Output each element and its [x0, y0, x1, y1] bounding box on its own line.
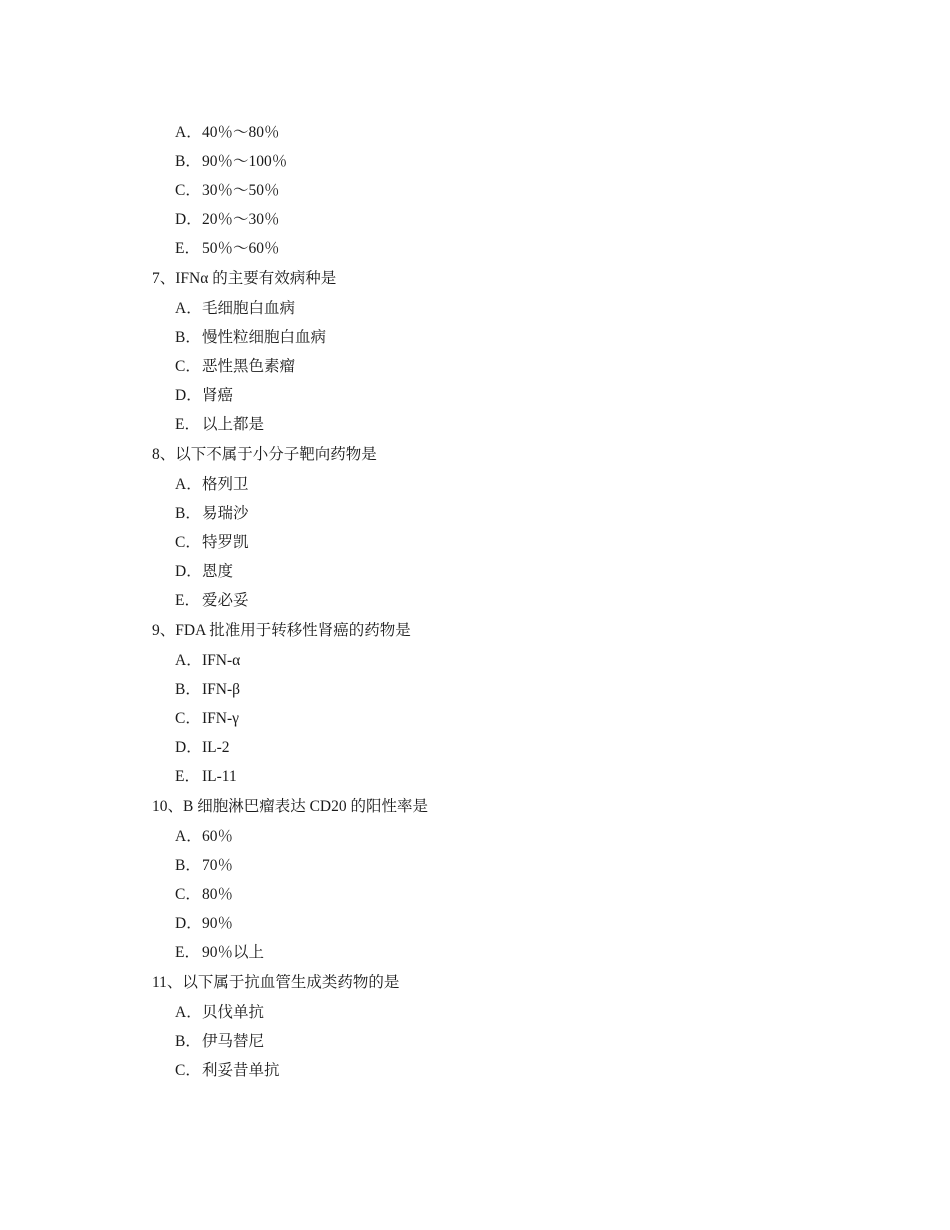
option-text: 贝伐单抗: [202, 1004, 265, 1021]
question-10: [152, 791, 950, 967]
option-letter: E．: [175, 240, 200, 257]
option-letter: D．: [175, 387, 202, 404]
option-text: 特罗凯: [202, 534, 249, 551]
option-letter: E．: [175, 592, 200, 609]
option-letter: C．: [175, 182, 201, 199]
option-c: [152, 176, 950, 205]
option-text: 20％～30％: [202, 211, 280, 228]
option-letter: D．: [175, 915, 202, 932]
option-letter: C．: [175, 358, 201, 375]
question-7: [152, 263, 950, 439]
option-b: [152, 147, 950, 176]
option-text: IFN-γ: [202, 710, 239, 727]
option-text: 恶性黑色素瘤: [202, 358, 296, 375]
option-letter: A．: [175, 828, 202, 845]
option-c: [152, 880, 950, 909]
question-stem: 7、IFNα 的主要有效病种是: [152, 270, 337, 287]
option-text: 慢性粒细胞白血病: [202, 329, 327, 346]
option-b: [152, 1027, 950, 1056]
option-text: 90％～100％: [202, 153, 288, 170]
option-text: 90％以上: [202, 944, 265, 961]
option-b: [152, 499, 950, 528]
option-letter: B．: [175, 153, 201, 170]
option-letter: D．: [175, 211, 202, 228]
option-letter: E．: [175, 944, 200, 961]
option-text: 利妥昔单抗: [202, 1062, 280, 1079]
question-stem: 8、以下不属于小分子靶向药物是: [152, 446, 377, 463]
option-letter: B．: [175, 857, 201, 874]
option-letter: C．: [175, 534, 201, 551]
option-text: 30％～50％: [202, 182, 280, 199]
option-text: 爱必妥: [202, 592, 249, 609]
option-text: IL-2: [202, 739, 230, 756]
option-d: [152, 205, 950, 234]
option-a: [152, 294, 950, 323]
question-9: [152, 615, 950, 791]
option-letter: C．: [175, 886, 201, 903]
option-text: 易瑞沙: [202, 505, 249, 522]
option-c: [152, 704, 950, 733]
option-letter: C．: [175, 1062, 201, 1079]
option-letter: E．: [175, 768, 200, 785]
option-c: [152, 1056, 950, 1085]
option-text: 恩度: [202, 563, 234, 580]
option-letter: C．: [175, 710, 201, 727]
option-e: [152, 410, 950, 439]
option-text: 毛细胞白血病: [202, 300, 296, 317]
option-letter: A．: [175, 1004, 202, 1021]
option-d: [152, 381, 950, 410]
question-stem: 11、以下属于抗血管生成类药物的是: [152, 974, 400, 991]
option-e: [152, 762, 950, 791]
option-e: [152, 586, 950, 615]
option-c: [152, 352, 950, 381]
question-11: [152, 967, 950, 1085]
option-letter: A．: [175, 652, 202, 669]
option-a: [152, 998, 950, 1027]
option-letter: B．: [175, 329, 201, 346]
continued-options: [152, 118, 950, 263]
option-b: [152, 323, 950, 352]
option-text: 80％: [202, 886, 234, 903]
option-text: 50％～60％: [202, 240, 280, 257]
option-e: [152, 234, 950, 263]
option-letter: A．: [175, 476, 202, 493]
option-d: [152, 733, 950, 762]
option-letter: E．: [175, 416, 200, 433]
question-8: [152, 439, 950, 615]
question-stem: 9、FDA 批准用于转移性肾癌的药物是: [152, 622, 411, 639]
option-a: [152, 646, 950, 675]
option-letter: B．: [175, 505, 201, 522]
option-text: IL-11: [202, 768, 237, 785]
option-text: 以上都是: [202, 416, 265, 433]
option-e: [152, 938, 950, 967]
option-text: 肾癌: [202, 387, 234, 404]
option-b: [152, 675, 950, 704]
option-b: [152, 851, 950, 880]
option-text: 70％: [202, 857, 234, 874]
option-letter: D．: [175, 563, 202, 580]
option-text: IFN-α: [202, 652, 241, 669]
option-text: IFN-β: [202, 681, 241, 698]
option-d: [152, 557, 950, 586]
option-a: [152, 470, 950, 499]
option-c: [152, 528, 950, 557]
option-a: [152, 822, 950, 851]
option-letter: A．: [175, 300, 202, 317]
option-text: 格列卫: [202, 476, 249, 493]
question-stem: 10、B 细胞淋巴瘤表达 CD20 的阳性率是: [152, 798, 428, 815]
option-letter: B．: [175, 681, 201, 698]
option-text: 60％: [202, 828, 234, 845]
option-text: 伊马替尼: [202, 1033, 265, 1050]
option-d: [152, 909, 950, 938]
option-letter: D．: [175, 739, 202, 756]
option-a: [152, 118, 950, 147]
option-text: 40％～80％: [202, 124, 280, 141]
option-text: 90％: [202, 915, 234, 932]
option-letter: A．: [175, 124, 202, 141]
option-letter: B．: [175, 1033, 201, 1050]
